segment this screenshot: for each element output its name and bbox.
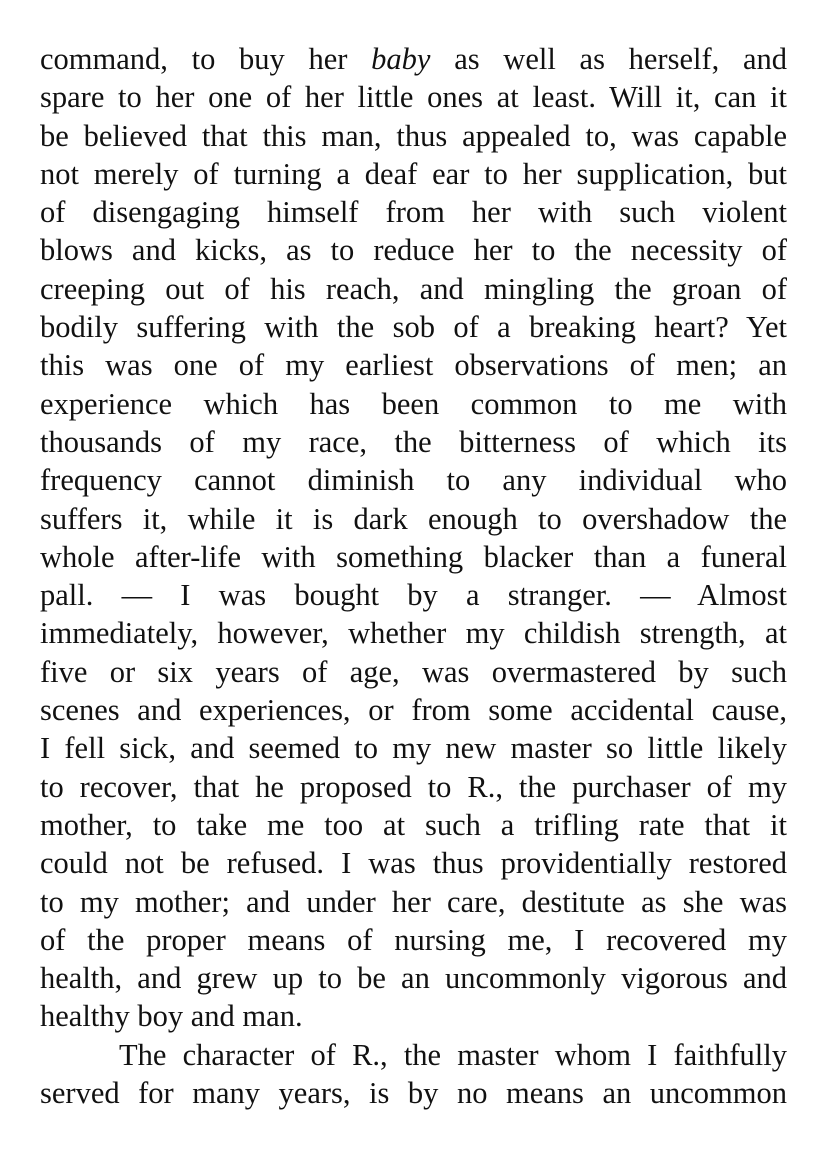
text-line-13: suffers it, while it is dark enough to overshadow the bbox=[40, 501, 787, 536]
text-line-11: thousands of my race, the bitterness of which its bbox=[40, 424, 787, 459]
text-line-1 bbox=[40, 40, 787, 78]
text-line-17: five or six years of age, was overmastered by such bbox=[40, 654, 787, 689]
text-line-4: not merely of turning a deaf ear to her supplication, but bbox=[40, 156, 787, 191]
text-line-22: could not be refused. I was thus providentially restored bbox=[40, 846, 787, 881]
text-line-23: to my mother; and under her care, destitute as she was bbox=[40, 884, 787, 919]
document-page bbox=[40, 40, 787, 1112]
text-line-19: I fell sick, and seemed to my new master so little likely bbox=[40, 731, 787, 766]
text-line-3: be believed that this man, thus appealed to, was capable bbox=[40, 118, 787, 153]
text-line-21: mother, to take me too at such a trifling rate that it bbox=[40, 807, 787, 842]
text-line-6: blows and kicks, as to reduce her to the necessity of bbox=[40, 233, 787, 268]
text-line-24: of the proper means of nursing me, I recovered my bbox=[40, 922, 787, 957]
text-line-15: pall. — I was bought by a stranger. — Almost bbox=[40, 578, 787, 613]
text-line-2: spare to her one of her little ones at least. Will it, can it bbox=[40, 80, 787, 115]
text-line-14: whole after-life with something blacker than a funeral bbox=[40, 539, 787, 574]
paragraph-2-line-1: The character of R., the master whom I faithfully bbox=[119, 1037, 787, 1072]
paragraph-2-line-2: served for many years, is by no means an uncommon bbox=[40, 1076, 787, 1111]
emphasis-word: baby bbox=[371, 42, 431, 76]
text-line-18: scenes and experiences, or from some accidental cause, bbox=[40, 693, 787, 728]
text-line-10: experience which has been common to me with bbox=[40, 386, 787, 421]
text-line-5: of disengaging himself from her with such violent bbox=[40, 195, 787, 230]
text-line-8: bodily suffering with the sob of a breaking heart? Yet bbox=[40, 310, 787, 345]
line-1-after: as well as herself, and bbox=[454, 42, 787, 76]
text-line-25: health, and grew up to be an uncommonly vigorous and bbox=[40, 961, 787, 996]
text-line-26: healthy boy and man. bbox=[40, 999, 303, 1034]
text-line-16: immediately, however, whether my childish strength, at bbox=[40, 616, 787, 651]
text-line-12: frequency cannot diminish to any individual who bbox=[40, 463, 787, 498]
text-line-7: creeping out of his reach, and mingling the groan of bbox=[40, 271, 787, 306]
text-line-20: to recover, that he proposed to R., the purchaser of my bbox=[40, 769, 787, 804]
text-line-9: this was one of my earliest observations of men; an bbox=[40, 348, 787, 383]
line-1-before: command, to buy her bbox=[40, 42, 348, 76]
